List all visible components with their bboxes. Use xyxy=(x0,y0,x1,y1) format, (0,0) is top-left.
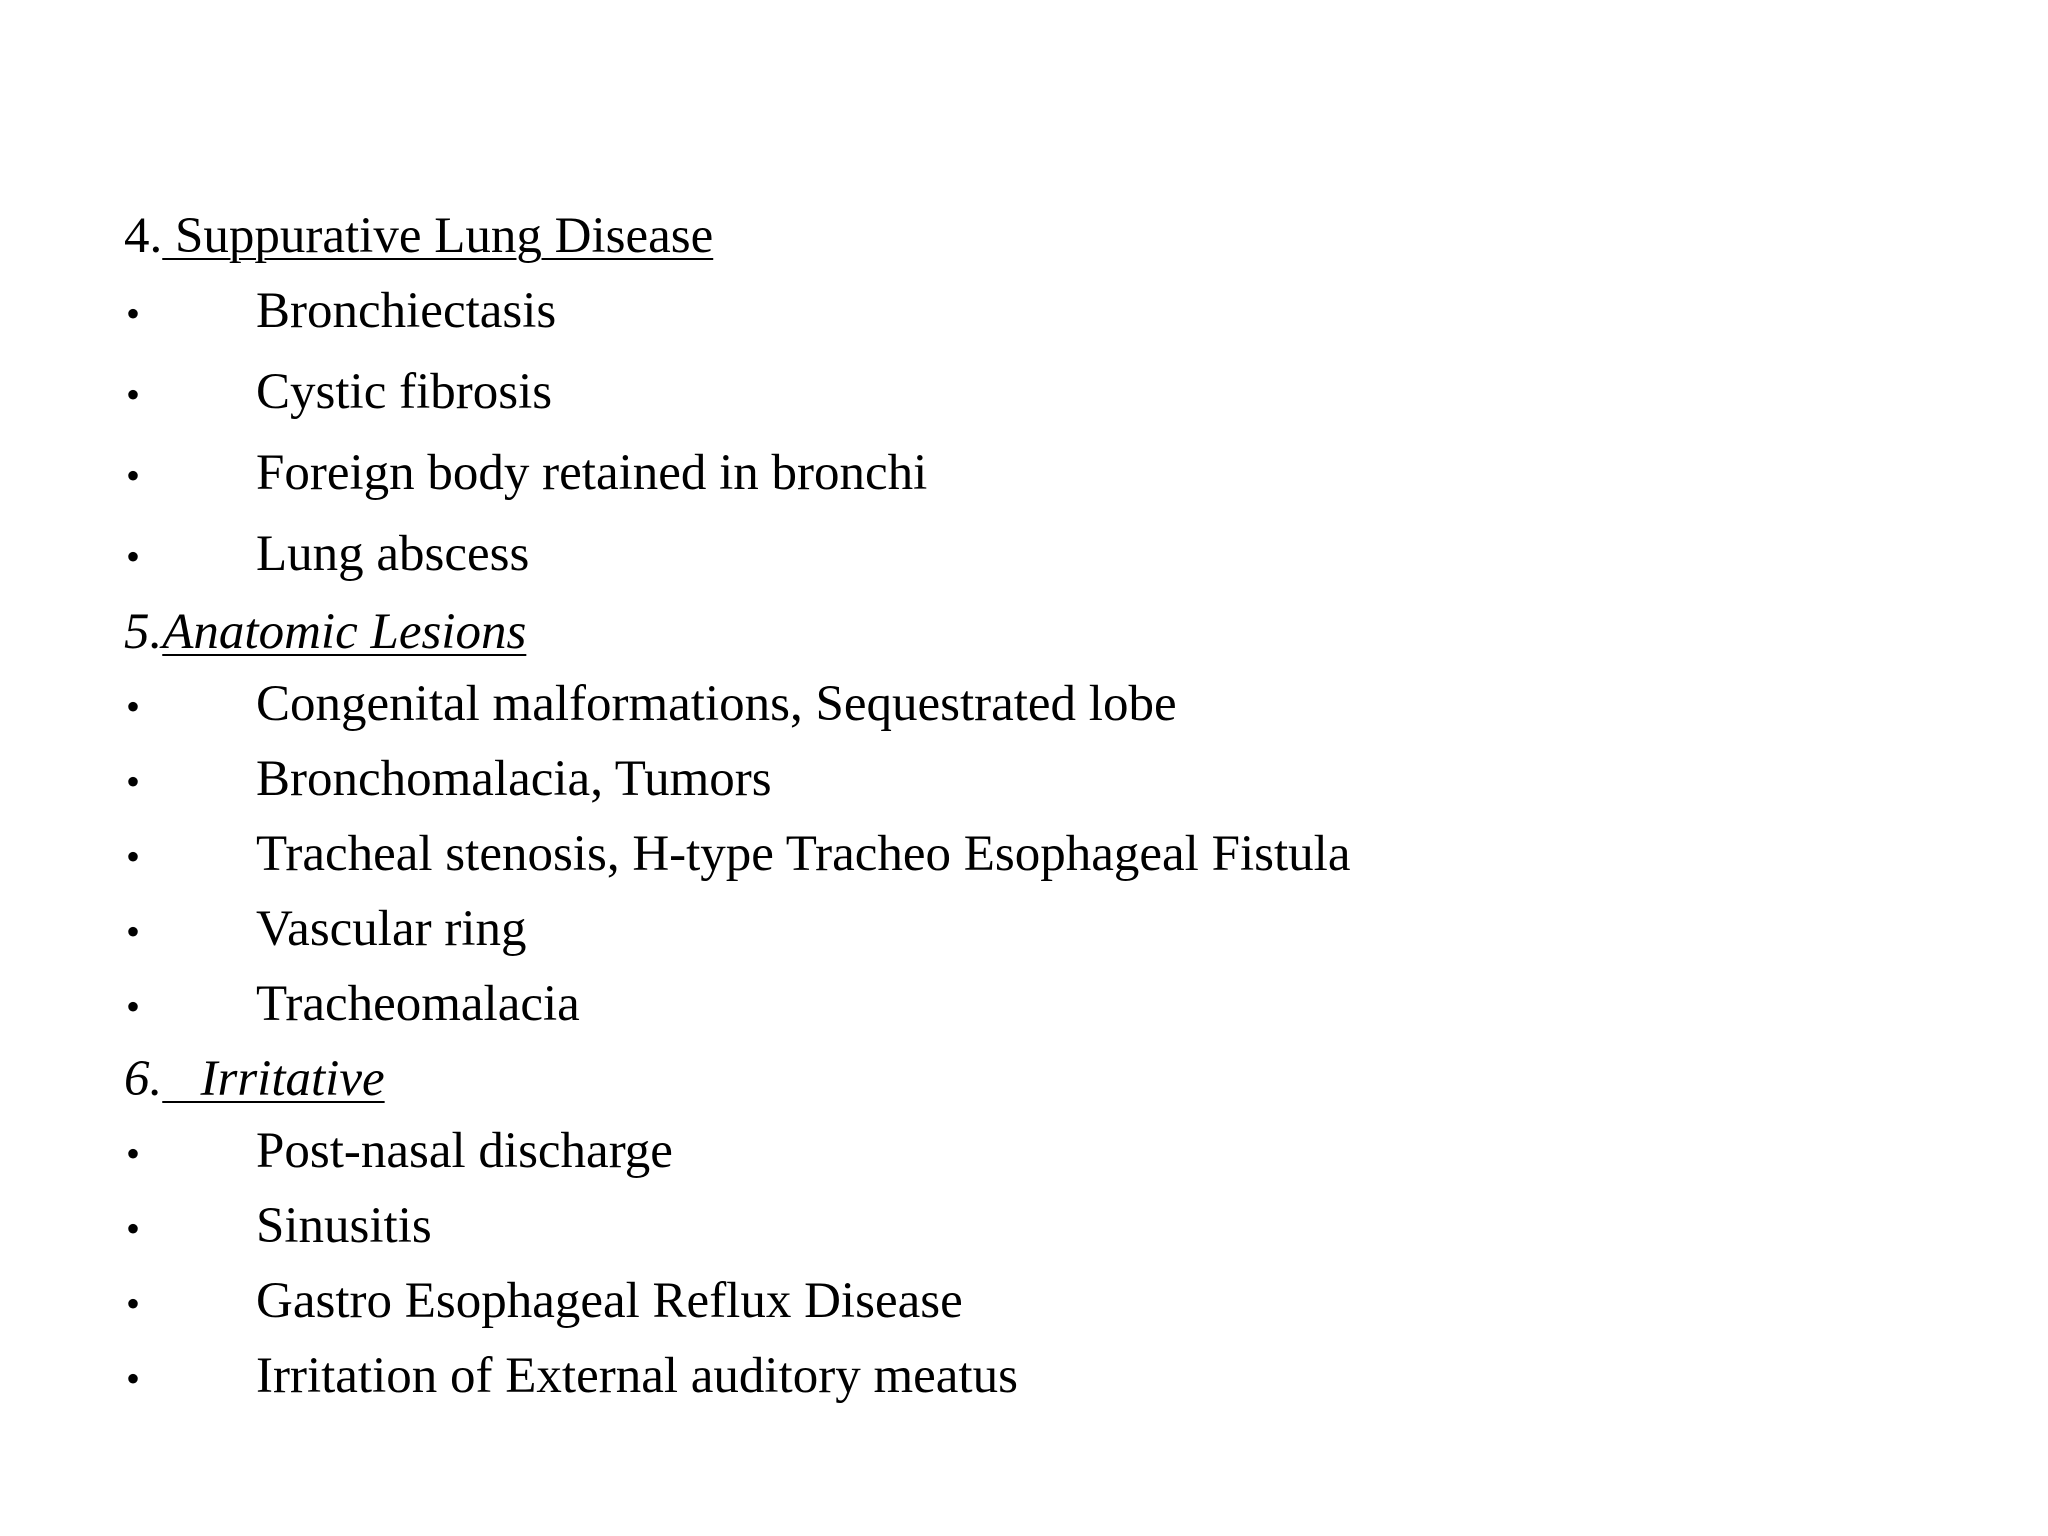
list-item xyxy=(124,353,1924,434)
list-anatomic-lesions xyxy=(124,668,1924,1043)
section-title: Irritative xyxy=(162,1051,385,1107)
section-number: 6. xyxy=(124,1051,163,1107)
section-heading-anatomic-lesions xyxy=(124,596,1924,668)
section-title: Anatomic Lesions xyxy=(162,604,527,660)
bullet-icon: • xyxy=(126,759,141,804)
list-item-text: Cystic fibrosis xyxy=(256,364,553,420)
list-item xyxy=(124,434,1924,515)
list-item-text: Tracheomalacia xyxy=(256,976,580,1032)
list-item xyxy=(124,1190,1924,1265)
list-item xyxy=(124,1115,1924,1190)
list-item-text: Tracheal stenosis, H-type Tracheo Esophageal Fistula xyxy=(256,826,1351,882)
list-item-text: Bronchomalacia, Tumors xyxy=(256,751,772,807)
list-item xyxy=(124,893,1924,968)
bullet-icon: • xyxy=(126,834,141,879)
list-item xyxy=(124,1265,1924,1340)
list-item-text: Bronchiectasis xyxy=(256,283,557,339)
bullet-icon: • xyxy=(126,1131,141,1176)
slide-content xyxy=(124,200,1924,1415)
list-irritative xyxy=(124,1115,1924,1415)
list-item xyxy=(124,272,1924,353)
bullet-icon: • xyxy=(126,453,141,498)
list-item-text: Foreign body retained in bronchi xyxy=(256,445,928,501)
section-number: 5. xyxy=(124,604,163,660)
bullet-icon: • xyxy=(126,909,141,954)
list-item-text: Lung abscess xyxy=(256,526,530,582)
section-title: Suppurative Lung Disease xyxy=(162,208,714,264)
list-item xyxy=(124,818,1924,893)
bullet-icon: • xyxy=(126,684,141,729)
list-item-text: Post-nasal discharge xyxy=(256,1123,673,1179)
bullet-icon: • xyxy=(126,1281,141,1326)
bullet-icon: • xyxy=(126,1206,141,1251)
section-heading-irritative xyxy=(124,1043,1924,1115)
list-item xyxy=(124,1340,1924,1415)
list-suppurative xyxy=(124,272,1924,596)
section-heading-suppurative xyxy=(124,200,1924,272)
bullet-icon: • xyxy=(126,984,141,1029)
bullet-icon: • xyxy=(126,372,141,417)
list-item xyxy=(124,668,1924,743)
bullet-icon: • xyxy=(126,1356,141,1401)
list-item xyxy=(124,968,1924,1043)
list-item-text: Sinusitis xyxy=(256,1198,432,1254)
list-item-text: Congenital malformations, Sequestrated lobe xyxy=(256,676,1177,732)
list-item-text: Vascular ring xyxy=(256,901,527,957)
list-item xyxy=(124,743,1924,818)
list-item-text: Irritation of External auditory meatus xyxy=(256,1348,1018,1404)
list-item xyxy=(124,515,1924,596)
section-number: 4. xyxy=(124,208,163,264)
bullet-icon: • xyxy=(126,291,141,336)
list-item-text: Gastro Esophageal Reflux Disease xyxy=(256,1273,963,1329)
bullet-icon: • xyxy=(126,534,141,579)
